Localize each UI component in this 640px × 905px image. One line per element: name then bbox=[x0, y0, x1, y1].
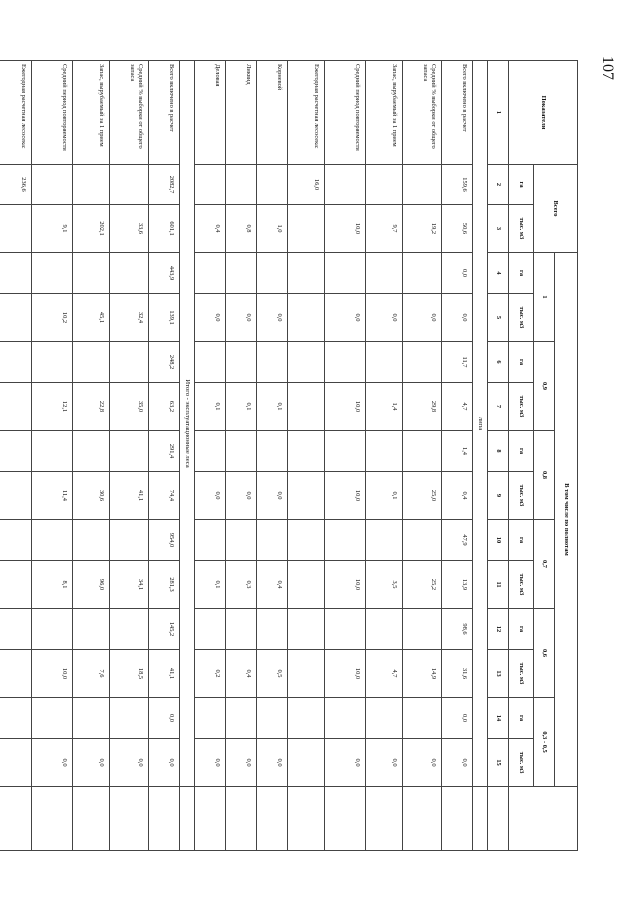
cell: 31,6 bbox=[442, 650, 473, 698]
cell bbox=[325, 342, 366, 383]
blank-margin-cell bbox=[257, 787, 288, 851]
cell bbox=[0, 472, 32, 520]
cell: 22,8 bbox=[73, 383, 110, 431]
row-label: Корневой bbox=[257, 61, 288, 165]
column-number: 15 bbox=[488, 739, 509, 787]
row-label: Ликвид bbox=[226, 61, 257, 165]
cell: 0,0 bbox=[257, 294, 288, 342]
cell: 10,0 bbox=[325, 472, 366, 520]
cell: 202,1 bbox=[73, 205, 110, 253]
cell bbox=[366, 431, 403, 472]
blank-margin-cell bbox=[180, 787, 195, 851]
cell: 9,7 bbox=[366, 205, 403, 253]
column-number: 2 bbox=[488, 165, 509, 205]
cell bbox=[403, 342, 442, 383]
cell bbox=[226, 342, 257, 383]
column-number: 7 bbox=[488, 383, 509, 431]
cell: 29,8 bbox=[403, 383, 442, 431]
column-number: 4 bbox=[488, 253, 509, 294]
cell: 601,1 bbox=[149, 205, 180, 253]
rotated-table-frame bbox=[20, 60, 578, 850]
cell bbox=[0, 253, 32, 294]
cell bbox=[257, 165, 288, 205]
header-ha: га bbox=[509, 520, 534, 561]
cell: 30,6 bbox=[73, 472, 110, 520]
cell bbox=[325, 431, 366, 472]
table-row bbox=[257, 61, 288, 851]
cell bbox=[325, 253, 366, 294]
cell: 0,0 bbox=[110, 739, 149, 787]
column-number: 9 bbox=[488, 472, 509, 520]
section-title: липа bbox=[473, 61, 488, 787]
header-indicators: Показатели bbox=[509, 61, 578, 165]
cell bbox=[257, 698, 288, 739]
cell bbox=[288, 253, 325, 294]
cell bbox=[0, 294, 32, 342]
cell bbox=[403, 253, 442, 294]
cell bbox=[0, 342, 32, 383]
header-density-03-05: 0,3 - 0,5 bbox=[534, 698, 555, 787]
column-number: 1 bbox=[488, 61, 509, 165]
cell bbox=[403, 698, 442, 739]
cell: 7,6 bbox=[73, 650, 110, 698]
cell: 0,1 bbox=[366, 472, 403, 520]
cell: 41,1 bbox=[110, 472, 149, 520]
cell: 98,6 bbox=[442, 609, 473, 650]
blank-margin-cell bbox=[488, 787, 509, 851]
cell bbox=[366, 165, 403, 205]
cell: 10,0 bbox=[325, 650, 366, 698]
cell: 47,9 bbox=[442, 520, 473, 561]
cell bbox=[73, 165, 110, 205]
cell bbox=[195, 698, 226, 739]
cell bbox=[403, 165, 442, 205]
header-ha: га bbox=[509, 609, 534, 650]
cell: 63,2 bbox=[149, 383, 180, 431]
cell bbox=[0, 609, 32, 650]
blank-margin-cell bbox=[403, 787, 442, 851]
cell: 1,0 bbox=[257, 205, 288, 253]
cell bbox=[0, 561, 32, 609]
blank-margin-cell bbox=[149, 787, 180, 851]
cell: 25,2 bbox=[403, 561, 442, 609]
cell: 248,2 bbox=[149, 342, 180, 383]
cell: 0,0 bbox=[403, 739, 442, 787]
cell: 0,2 bbox=[195, 650, 226, 698]
row-label: Ежегодная расчетная лесосека: bbox=[288, 61, 325, 165]
cell bbox=[0, 650, 32, 698]
header-volume: тыс. м3 bbox=[509, 383, 534, 431]
cell: 0,3 bbox=[226, 561, 257, 609]
header-volume: тыс. м3 bbox=[509, 472, 534, 520]
cell bbox=[195, 520, 226, 561]
table-row bbox=[32, 61, 73, 851]
cell: 32,4 bbox=[110, 294, 149, 342]
column-number: 10 bbox=[488, 520, 509, 561]
cell bbox=[110, 431, 149, 472]
cell: 12,1 bbox=[32, 383, 73, 431]
cell: 0,0 bbox=[325, 294, 366, 342]
cell bbox=[110, 342, 149, 383]
cell: 50,6 bbox=[442, 205, 473, 253]
cell bbox=[32, 431, 73, 472]
cell bbox=[288, 383, 325, 431]
table-row bbox=[149, 61, 180, 851]
cell: 0,1 bbox=[226, 383, 257, 431]
cell bbox=[0, 698, 32, 739]
header-total: Всего bbox=[534, 165, 578, 253]
header-volume: тыс. м3 bbox=[509, 739, 534, 787]
cell bbox=[257, 520, 288, 561]
cell: 10,0 bbox=[325, 383, 366, 431]
cell: 0,0 bbox=[257, 472, 288, 520]
cell: 0,4 bbox=[226, 650, 257, 698]
section-header-row bbox=[180, 61, 195, 851]
cell: 0,4 bbox=[195, 205, 226, 253]
row-label: Ежегодная расчетная лесосека: bbox=[0, 61, 32, 165]
table-row bbox=[442, 61, 473, 851]
cell: 0,0 bbox=[195, 739, 226, 787]
cell: 281,3 bbox=[149, 561, 180, 609]
cell: 0,0 bbox=[226, 294, 257, 342]
cell bbox=[226, 609, 257, 650]
table-row bbox=[288, 61, 325, 851]
cell bbox=[288, 431, 325, 472]
cell bbox=[32, 253, 73, 294]
blank-margin-cell bbox=[73, 787, 110, 851]
cell: 0,0 bbox=[442, 253, 473, 294]
cell: 11,7 bbox=[442, 342, 473, 383]
column-number: 11 bbox=[488, 561, 509, 609]
header-volume: тыс. м3 bbox=[509, 294, 534, 342]
blank-margin-cell bbox=[442, 787, 473, 851]
section-title: Итого - эксплуатационные леса bbox=[180, 61, 195, 787]
cell bbox=[110, 253, 149, 294]
cell: 10,0 bbox=[325, 561, 366, 609]
cell: 443,9 bbox=[149, 253, 180, 294]
table-row bbox=[0, 61, 32, 851]
cell bbox=[288, 650, 325, 698]
header-ha: га bbox=[509, 165, 534, 205]
table-row bbox=[226, 61, 257, 851]
cell bbox=[0, 739, 32, 787]
table-row bbox=[73, 61, 110, 851]
blank-margin-cell bbox=[366, 787, 403, 851]
cell bbox=[288, 561, 325, 609]
cell bbox=[226, 698, 257, 739]
cell: 0,0 bbox=[257, 739, 288, 787]
cell: 19,2 bbox=[403, 205, 442, 253]
cell: 159,6 bbox=[442, 165, 473, 205]
cell: 41,1 bbox=[149, 650, 180, 698]
blank-margin-cell bbox=[32, 787, 73, 851]
table-row bbox=[110, 61, 149, 851]
cell: 291,4 bbox=[149, 431, 180, 472]
cell: 1,4 bbox=[442, 431, 473, 472]
blank-margin-cell bbox=[509, 787, 578, 851]
cell bbox=[288, 205, 325, 253]
cell bbox=[366, 520, 403, 561]
blank-margin-cell bbox=[195, 787, 226, 851]
cell: 2082,7 bbox=[149, 165, 180, 205]
cell: 0,0 bbox=[442, 698, 473, 739]
cell: 236,6 bbox=[0, 165, 32, 205]
cell bbox=[366, 342, 403, 383]
cell bbox=[226, 431, 257, 472]
page-number: 107 bbox=[599, 56, 616, 80]
cell: 35,0 bbox=[110, 383, 149, 431]
column-number: 8 bbox=[488, 431, 509, 472]
column-number: 3 bbox=[488, 205, 509, 253]
cell: 0,0 bbox=[149, 698, 180, 739]
cell: 0,0 bbox=[366, 294, 403, 342]
cell: 0,0 bbox=[325, 739, 366, 787]
cell: 0,0 bbox=[226, 472, 257, 520]
cell: 0,0 bbox=[403, 294, 442, 342]
cell bbox=[0, 520, 32, 561]
cell: 0,8 bbox=[226, 205, 257, 253]
header-density-06: 0,6 bbox=[534, 609, 555, 698]
blank-margin-cell bbox=[0, 787, 32, 851]
cell: 0,5 bbox=[257, 650, 288, 698]
cell bbox=[288, 609, 325, 650]
cell: 139,1 bbox=[149, 294, 180, 342]
cell: 13,9 bbox=[442, 561, 473, 609]
cell: 0,1 bbox=[195, 561, 226, 609]
cell bbox=[195, 342, 226, 383]
table-row bbox=[195, 61, 226, 851]
cell bbox=[73, 342, 110, 383]
cell bbox=[257, 431, 288, 472]
column-number: 12 bbox=[488, 609, 509, 650]
blank-margin-cell bbox=[473, 787, 488, 851]
cell bbox=[226, 165, 257, 205]
column-number: 14 bbox=[488, 698, 509, 739]
cell: 0,0 bbox=[442, 739, 473, 787]
header-volume: тыс. м3 bbox=[509, 205, 534, 253]
cell bbox=[288, 342, 325, 383]
cell bbox=[73, 520, 110, 561]
cell bbox=[110, 609, 149, 650]
cell: 1,4 bbox=[366, 383, 403, 431]
cell bbox=[366, 609, 403, 650]
cell: 11,4 bbox=[32, 472, 73, 520]
header-ha: га bbox=[509, 431, 534, 472]
header-density-08: 0,8 bbox=[534, 431, 555, 520]
cell: 10,0 bbox=[32, 650, 73, 698]
cell: 96,0 bbox=[73, 561, 110, 609]
cell bbox=[288, 294, 325, 342]
cell bbox=[32, 520, 73, 561]
cell bbox=[257, 253, 288, 294]
cell: 9,1 bbox=[32, 205, 73, 253]
cell bbox=[257, 609, 288, 650]
row-label: Средний период повторяемости bbox=[32, 61, 73, 165]
column-number: 6 bbox=[488, 342, 509, 383]
cell bbox=[403, 431, 442, 472]
cell bbox=[195, 431, 226, 472]
cell: 0,0 bbox=[366, 739, 403, 787]
cell: 25,0 bbox=[403, 472, 442, 520]
cell bbox=[195, 609, 226, 650]
cell bbox=[32, 165, 73, 205]
cell bbox=[325, 520, 366, 561]
cell: 0,0 bbox=[226, 739, 257, 787]
cell bbox=[288, 472, 325, 520]
blank-margin-cell bbox=[110, 787, 149, 851]
cell: 4,7 bbox=[442, 383, 473, 431]
row-label: Всего включено в расчет bbox=[149, 61, 180, 165]
row-label: Средний период повторяемости bbox=[325, 61, 366, 165]
row-label: Всего включено в расчет bbox=[442, 61, 473, 165]
cell bbox=[110, 698, 149, 739]
row-label: Средний % выборки от общего запаса bbox=[110, 61, 149, 165]
section-header-row bbox=[473, 61, 488, 851]
cell bbox=[0, 431, 32, 472]
row-label: Деловая bbox=[195, 61, 226, 165]
cell bbox=[32, 698, 73, 739]
cell bbox=[73, 609, 110, 650]
table-row bbox=[325, 61, 366, 851]
cell bbox=[226, 253, 257, 294]
header-density-1: 1 bbox=[534, 253, 555, 342]
column-number: 5 bbox=[488, 294, 509, 342]
cell: 0,1 bbox=[257, 383, 288, 431]
cell: 16,0 bbox=[288, 165, 325, 205]
allowable-cut-table bbox=[0, 60, 578, 851]
table-row bbox=[366, 61, 403, 851]
row-label: Средний % выборки от общего запаса bbox=[403, 61, 442, 165]
cell bbox=[32, 609, 73, 650]
cell bbox=[288, 698, 325, 739]
header-density-07: 0,7 bbox=[534, 520, 555, 609]
header-volume: тыс. м3 bbox=[509, 561, 534, 609]
cell: 0,4 bbox=[257, 561, 288, 609]
cell: 0,0 bbox=[442, 294, 473, 342]
row-label: Запас, вырубаемый за 1 прием bbox=[366, 61, 403, 165]
cell: 0,4 bbox=[442, 472, 473, 520]
cell bbox=[0, 205, 32, 253]
cell: 954,0 bbox=[149, 520, 180, 561]
blank-margin-cell bbox=[325, 787, 366, 851]
cell: 4,7 bbox=[366, 650, 403, 698]
cell: 10,0 bbox=[325, 205, 366, 253]
cell bbox=[288, 739, 325, 787]
cell: 0,0 bbox=[195, 472, 226, 520]
cell: 74,4 bbox=[149, 472, 180, 520]
header-density-09: 0,9 bbox=[534, 342, 555, 431]
row-label: Запас, вырубаемый за 1 прием bbox=[73, 61, 110, 165]
cell bbox=[403, 520, 442, 561]
table-sheet bbox=[20, 60, 578, 850]
cell bbox=[366, 253, 403, 294]
cell: 10,2 bbox=[32, 294, 73, 342]
cell bbox=[366, 698, 403, 739]
header-volume: тыс. м3 bbox=[509, 650, 534, 698]
cell bbox=[257, 342, 288, 383]
cell bbox=[403, 609, 442, 650]
cell bbox=[325, 698, 366, 739]
cell: 45,1 bbox=[73, 294, 110, 342]
blank-margin-cell bbox=[226, 787, 257, 851]
cell: 8,1 bbox=[32, 561, 73, 609]
cell bbox=[325, 609, 366, 650]
header-by-density: В том числе по полнотам bbox=[555, 253, 578, 787]
cell bbox=[226, 520, 257, 561]
cell bbox=[73, 431, 110, 472]
header-ha: га bbox=[509, 342, 534, 383]
cell: 18,5 bbox=[110, 650, 149, 698]
cell bbox=[325, 165, 366, 205]
cell: 0,0 bbox=[32, 739, 73, 787]
cell bbox=[110, 520, 149, 561]
table-row bbox=[403, 61, 442, 851]
cell bbox=[110, 165, 149, 205]
cell: 34,1 bbox=[110, 561, 149, 609]
cell: 33,6 bbox=[110, 205, 149, 253]
cell: 0,1 bbox=[195, 383, 226, 431]
cell bbox=[0, 383, 32, 431]
cell bbox=[73, 698, 110, 739]
column-number: 13 bbox=[488, 650, 509, 698]
cell: 0,0 bbox=[149, 739, 180, 787]
cell bbox=[32, 342, 73, 383]
cell: 0,0 bbox=[73, 739, 110, 787]
cell bbox=[73, 253, 110, 294]
cell: 14,9 bbox=[403, 650, 442, 698]
cell bbox=[195, 165, 226, 205]
cell bbox=[288, 520, 325, 561]
blank-margin-cell bbox=[288, 787, 325, 851]
cell bbox=[195, 253, 226, 294]
cell: 3,5 bbox=[366, 561, 403, 609]
cell: 145,2 bbox=[149, 609, 180, 650]
header-ha: га bbox=[509, 698, 534, 739]
cell: 0,0 bbox=[195, 294, 226, 342]
header-ha: га bbox=[509, 253, 534, 294]
